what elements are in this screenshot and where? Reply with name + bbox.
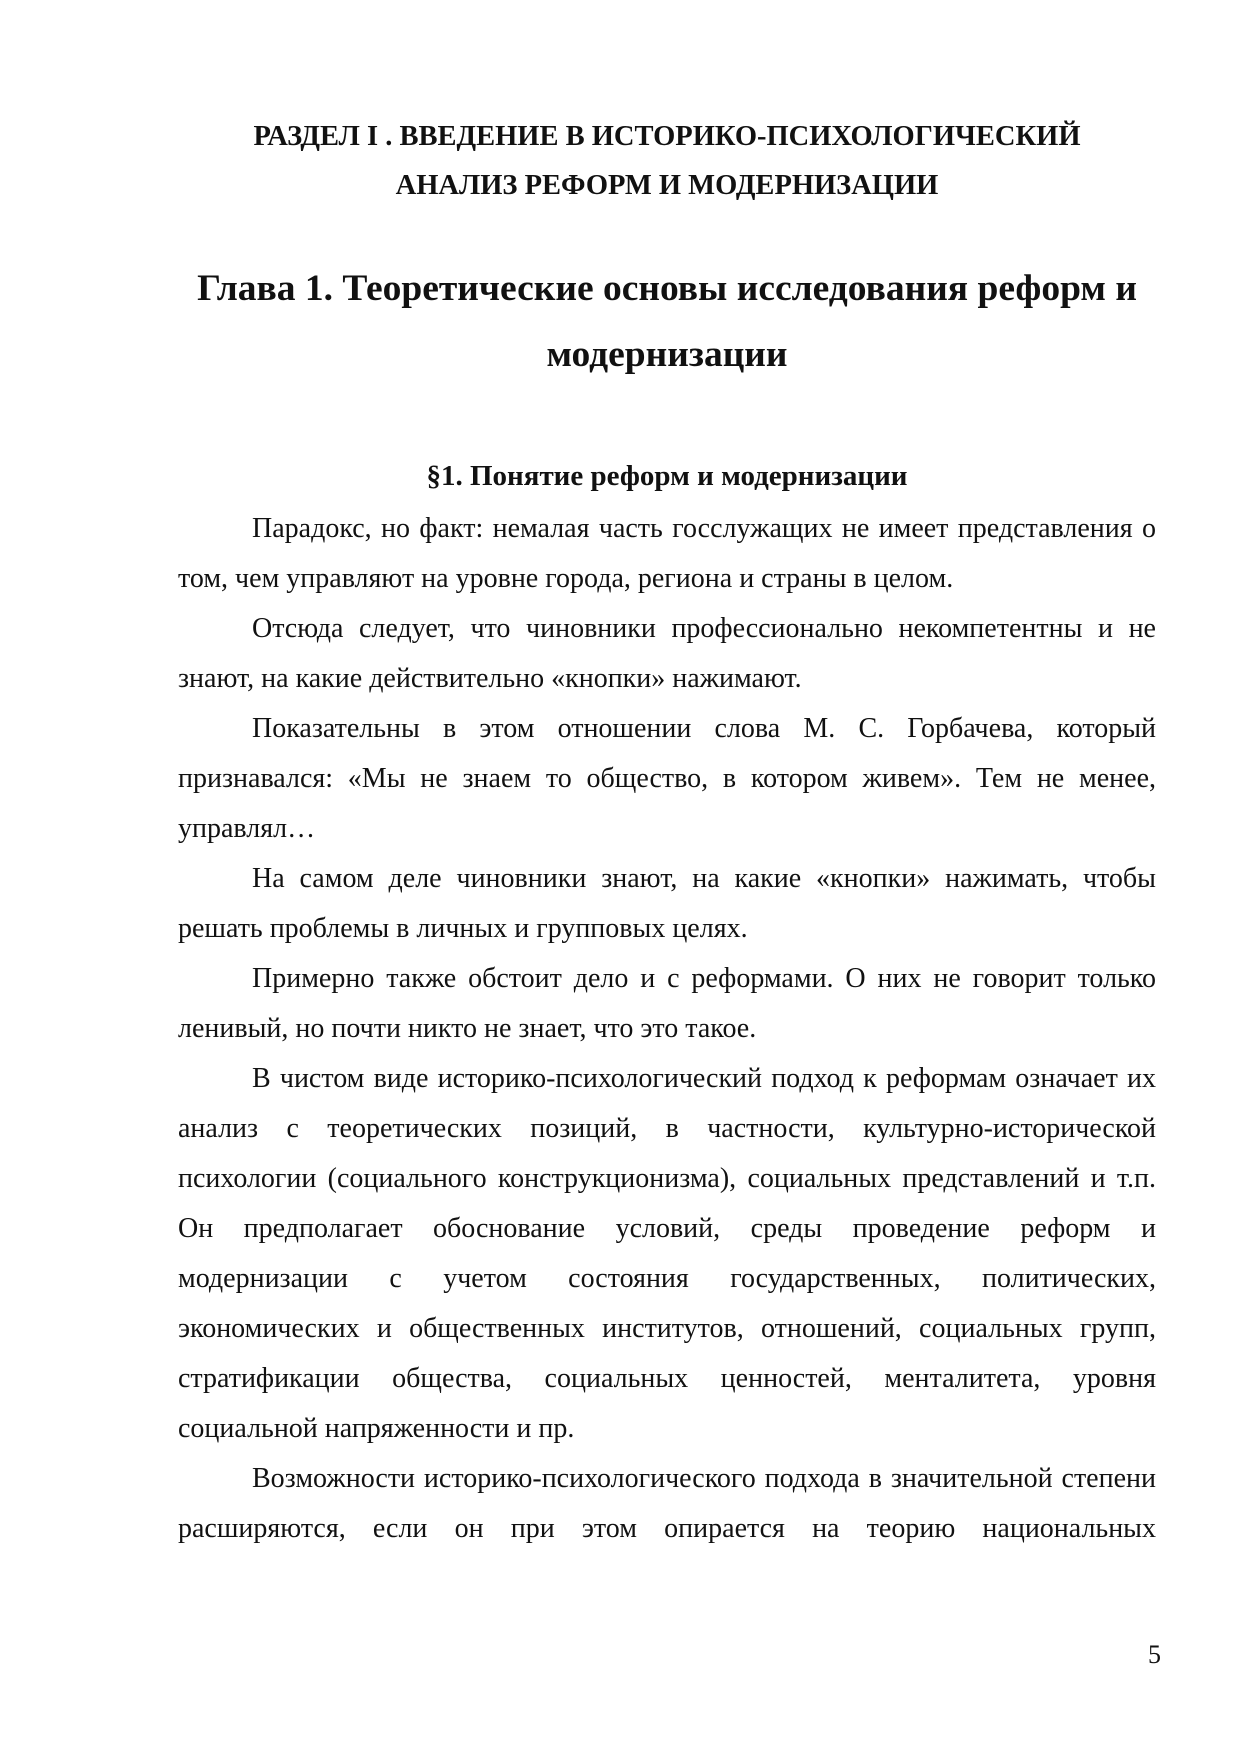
paragraph-7: Возможности историко-психологического подхода в значительной степени расширяются, если он при этом опирается на теорию национальных [178, 1463, 1156, 1544]
section-title [178, 112, 1156, 210]
chapter-title-line-1: Глава 1. Теоретические основы исследования реформ и [197, 268, 1137, 309]
paragraph-6: В чистом виде историко-психологический подход к реформам означает их анализ с теоретических позиций, в частности, культурно-исторической психологии (социального конструкционизма), социальных представлений и т.п. Он предполагает обоснование условий, среды проведение реформ и модернизации с учетом состояния государственных, политических, экономических и общественных институтов, отношений, социальных групп, стратификации общества, социальных ценностей, менталитета, уровня социальной напряженности и пр. [178, 1063, 1156, 1444]
section-title-line-1: РАЗДЕЛ I . ВВЕДЕНИЕ В ИСТОРИКО-ПСИХОЛОГИЧЕСКИЙ [253, 121, 1081, 152]
body-text [178, 504, 1156, 1554]
page-number: 5 [1148, 1640, 1161, 1669]
paragraph-5: Примерно также обстоит дело и с реформами. О них не говорит только ленивый, но почти никто не знает, что это такое. [178, 963, 1156, 1044]
chapter-title-line-2: модернизации [546, 334, 788, 375]
subsection-title: §1. Понятие реформ и модернизации [426, 460, 908, 492]
paragraph-3: Показательны в этом отношении слова М. С. Горбачева, который признавался: «Мы не знаем то общество, в котором живем». Тем не менее, управлял… [178, 713, 1156, 844]
paragraph-1: Парадокс, но факт: немалая часть госслужащих не имеет представления о том, чем управляют на уровне города, региона и страны в целом. [178, 513, 1156, 594]
paragraph-2: Отсюда следует, что чиновники профессионально некомпетентны и не знают, на какие действительно «кнопки» нажимают. [178, 613, 1156, 694]
section-title-line-2: АНАЛИЗ РЕФОРМ И МОДЕРНИЗАЦИИ [395, 170, 939, 201]
chapter-title [178, 256, 1156, 388]
paragraph-4: На самом деле чиновники знают, на какие «кнопки» нажимать, чтобы решать проблемы в личных и групповых целях. [178, 863, 1156, 944]
